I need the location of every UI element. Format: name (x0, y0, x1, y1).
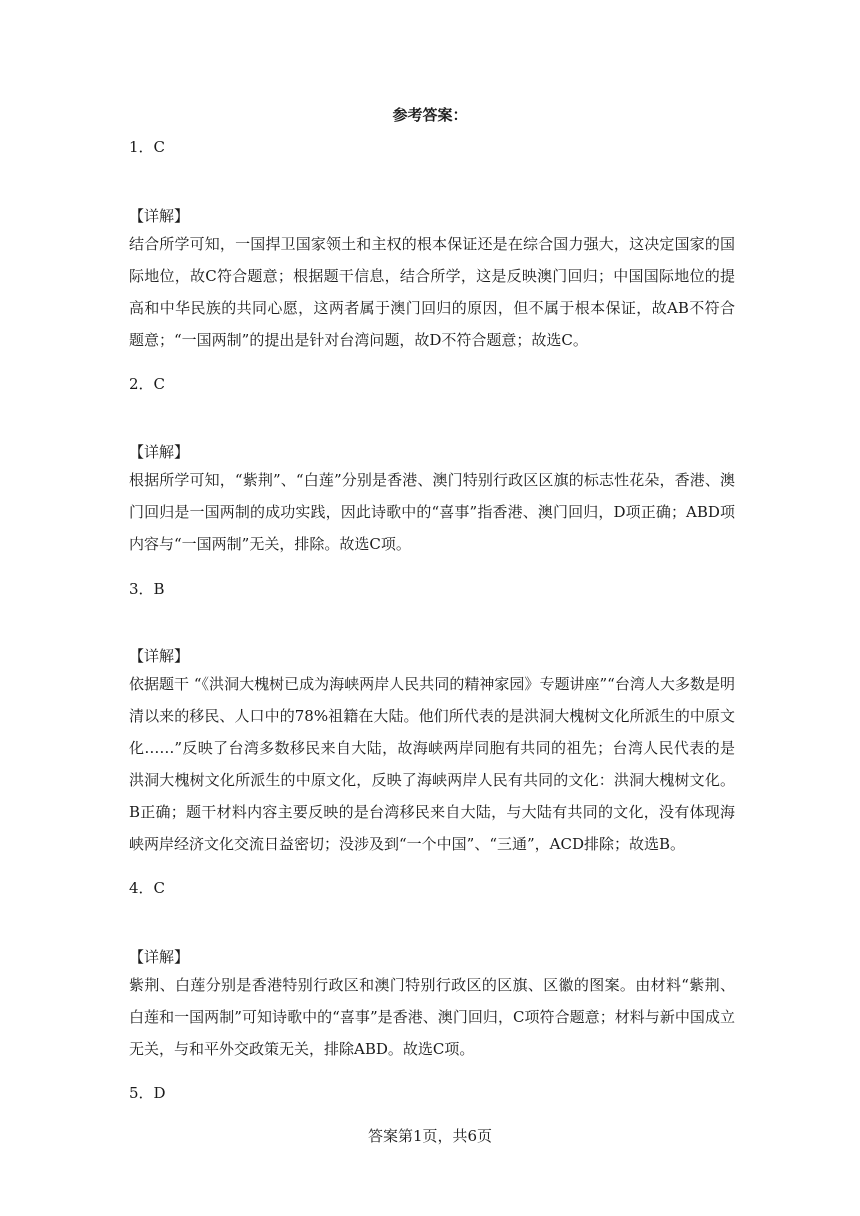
answer-1-explanation: 结合所学可知，一国捍卫国家领土和主权的根本保证还是在综合国力强大，这决定国家的国际地位，故C符合题意；根据题干信息，结合所学，这是反映澳门回归；中国国际地位的提高和中华民族的共同心愿，这两者属于澳门回归的原因，但不属于根本保证，故AB不符合题意；“一国两制”的提出是针对台湾问题，故D不符合题意；故选C。 (129, 235, 735, 349)
page-footer: 答案第1页，共6页 (367, 1127, 493, 1145)
answer-3-explanation: 依据题干 “《洪洞大槐树已成为海峡两岸人民共同的精神家园》专题讲座”“台湾人大多数是明清以来的移民、人口中的78%祖籍在大陆。他们所代表的是洪洞大槐树文化所派生的中原文化……”反映了台湾多数移民来自大陆，故海峡两岸同胞有共同的祖先；台湾人民代表的是洪洞大槐树文化所派生的中原文化，反映了海峡两岸人民有共同的文化：洪洞大槐树文化。B正确；题干材料内容主要反映的是台湾移民来自大陆，与大陆有共同的文化，没有体现海峡两岸经济文化交流日益密切；没涉及到“一个中国”、“三通”，ACD排除；故选B。 (129, 675, 735, 853)
answer-3-tag: 【详解】 (129, 647, 190, 665)
answer-3-number: 3．B (129, 580, 165, 598)
answer-2-tag: 【详解】 (129, 443, 190, 461)
answer-1-number: 1．C (129, 138, 166, 156)
answer-2-number: 2．C (129, 375, 166, 393)
answer-4-tag: 【详解】 (129, 948, 190, 966)
answer-4-explanation: 紫荆、白莲分别是香港特别行政区和澳门特别行政区的区旗、区徽的图案。由材料“紫荆、白莲和一国两制”可知诗歌中的“喜事”是香港、澳门回归，C项符合题意；材料与新中国成立无关，与和平外交政策无关，排除ABD。故选C项。 (129, 976, 735, 1058)
answer-4-number: 4．C (129, 879, 166, 897)
page-title: 参考答案： (392, 106, 468, 124)
answer-5-number: 5．D (129, 1084, 166, 1102)
answer-1-tag: 【详解】 (129, 207, 190, 225)
answer-2-explanation: 根据所学可知，“紫荆”、“白莲”分别是香港、澳门特别行政区区旗的标志性花朵，香港、澳门回归是一国两制的成功实践，因此诗歌中的“喜事”指香港、澳门回归，D项正确；ABD项内容与“一国两制”无关，排除。故选C项。 (129, 471, 735, 553)
